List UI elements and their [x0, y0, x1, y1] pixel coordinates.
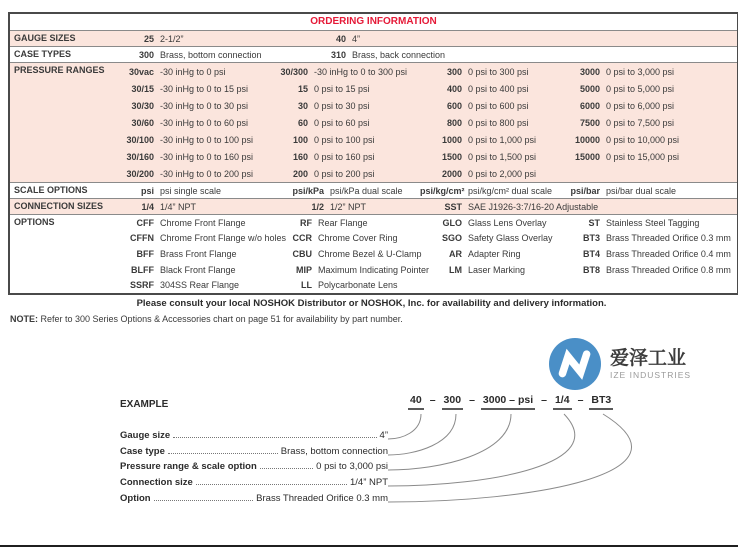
option-code: 7500 [579, 117, 600, 128]
page-bottom-rule [0, 545, 738, 547]
option-code: psi/kPa [292, 185, 324, 196]
option-desc: 0 psi to 800 psi [468, 117, 529, 128]
example-row [120, 477, 388, 493]
option-desc: Black Front Flange [160, 264, 236, 275]
example-row-value: 4” [379, 430, 388, 441]
part-number-segment: 40 [408, 394, 424, 410]
connector-curve [388, 414, 421, 439]
option-code: 30/200 [126, 168, 154, 179]
option-desc: Maximum Indicating Pointer [318, 264, 430, 275]
option-desc: Chrome Front Flange w/o holes [160, 233, 287, 244]
option-desc: 0 psi to 400 psi [468, 83, 529, 94]
option-desc: 0 psi to 300 psi [468, 66, 529, 77]
option-code: BLFF [131, 264, 154, 275]
option-code: psi/bar [570, 185, 600, 196]
option-code: 30/15 [131, 83, 154, 94]
connector-curve [388, 414, 456, 455]
option-desc: Stainless Steel Tagging [606, 217, 700, 228]
option-desc: 0 psi to 10,000 psi [606, 134, 680, 145]
example-row-value: Brass, bottom connection [280, 445, 388, 457]
option-code: 30/300 [280, 66, 308, 77]
option-desc: 0 psi to 160 psi [314, 151, 375, 162]
option-desc: 304SS Rear Flange [160, 280, 240, 291]
section-label: PRESSURE RANGES [14, 65, 105, 75]
option-desc: -30 inHg to 0 to 200 psi [160, 168, 254, 179]
option-desc: 2-1/2” [160, 33, 184, 44]
option-code: BT3 [582, 233, 600, 244]
footnote-prefix: NOTE: [10, 314, 38, 324]
section-label: CASE TYPES [14, 49, 72, 59]
option-code: SSRF [129, 280, 154, 291]
spec-row [110, 63, 737, 80]
dot-leader [173, 437, 376, 438]
option-desc: Adapter Ring [468, 248, 521, 259]
option-desc: Polycarbonate Lens [318, 280, 398, 291]
option-desc: -30 inHg to 0 to 60 psi [160, 117, 249, 128]
option-code: 600 [446, 100, 462, 111]
option-code: 6000 [579, 100, 600, 111]
spec-row [110, 183, 737, 198]
dot-leader [196, 484, 347, 485]
part-number-segment: 3000 – psi [481, 394, 535, 410]
option-desc: 0 psi to 15 psi [314, 83, 370, 94]
section-rows [110, 183, 737, 198]
option-code: GLO [442, 217, 462, 228]
option-desc: -30 inHg to 0 to 30 psi [160, 100, 249, 111]
spec-row [110, 80, 737, 97]
option-desc: SAE J1926-3:7/16-20 Adjustable [468, 201, 599, 212]
example-breakdown [120, 430, 388, 508]
option-code: 30/160 [126, 151, 154, 162]
option-desc: 1/4” NPT [160, 201, 197, 212]
option-desc: 0 psi to 200 psi [314, 168, 375, 179]
option-code: 200 [292, 168, 308, 179]
spec-row [110, 231, 737, 247]
option-code: 10000 [574, 134, 600, 145]
option-desc: Chrome Cover Ring [318, 233, 398, 244]
option-code: 5000 [579, 83, 600, 94]
section-label: GAUGE SIZES [14, 33, 76, 43]
example-row [120, 461, 388, 477]
option-code: LM [449, 264, 462, 275]
option-desc: Brass Front Flange [160, 248, 237, 259]
option-desc: psi/kg/cm² dual scale [468, 185, 553, 196]
part-number-segment: BT3 [589, 394, 613, 410]
example-row [120, 430, 388, 446]
option-code: BFF [136, 248, 154, 259]
example-row [120, 493, 388, 509]
option-code: RF [300, 217, 312, 228]
example-row [120, 446, 388, 462]
option-code: psi/kg/cm² [420, 185, 465, 196]
part-number-segment: 1/4 [553, 394, 572, 410]
option-desc: Chrome Front Flange [160, 217, 246, 228]
option-code: 300 [138, 49, 154, 60]
part-number-separator: – [541, 394, 547, 406]
option-desc: Glass Lens Overlay [468, 217, 547, 228]
spec-row [110, 199, 737, 214]
option-desc: Brass Threaded Orifice 0.3 mm [606, 233, 731, 244]
option-code: 30vac [128, 66, 154, 77]
example-row-value: Brass Threaded Orifice 0.3 mm [256, 492, 388, 504]
option-desc: 0 psi to 6,000 psi [606, 100, 675, 111]
option-code: psi [140, 185, 154, 196]
option-code: 300 [446, 66, 462, 77]
spec-row [110, 131, 737, 148]
option-desc: 0 psi to 15,000 psi [606, 151, 680, 162]
option-code: 160 [292, 151, 308, 162]
section-rows [110, 199, 737, 214]
ize-logo-icon [548, 337, 602, 391]
ordering-table-sections [10, 30, 737, 293]
option-code: 30 [297, 100, 308, 111]
option-desc: 0 psi to 3,000 psi [606, 66, 675, 77]
option-desc: Chrome Bezel & U-Clamp [318, 248, 422, 259]
section-scale-options [10, 182, 737, 198]
option-code: 100 [292, 134, 308, 145]
option-code: 60 [297, 117, 308, 128]
section-case-types [10, 46, 737, 62]
option-code: 40 [335, 33, 346, 44]
spec-row [110, 31, 737, 46]
option-desc: Laser Marking [468, 264, 526, 275]
option-code: SST [444, 201, 462, 212]
option-code: 1/2 [311, 201, 324, 212]
option-code: 310 [330, 49, 346, 60]
spec-row [110, 277, 737, 293]
ize-logo [548, 337, 691, 391]
option-code: MIP [295, 264, 312, 275]
option-desc: 0 psi to 30 psi [314, 100, 370, 111]
connector-curve [388, 414, 632, 502]
option-desc: Safety Glass Overlay [468, 233, 553, 244]
section-rows [110, 63, 737, 182]
spec-row [110, 262, 737, 278]
dot-leader [168, 453, 278, 454]
option-code: 25 [143, 33, 154, 44]
option-code: 1000 [441, 134, 462, 145]
option-desc: 0 psi to 7,500 psi [606, 117, 675, 128]
ize-logo-en: IZE INDUSTRIES [610, 369, 692, 380]
option-code: CBU [292, 248, 312, 259]
option-code: CCR [292, 233, 312, 244]
example-row-label: Connection size [120, 477, 193, 489]
connector-curve [388, 414, 511, 470]
option-code: 30/60 [131, 117, 154, 128]
part-number-separator: – [429, 394, 436, 406]
spec-row [110, 148, 737, 165]
spec-row [110, 215, 737, 231]
option-desc: psi/bar dual scale [606, 185, 677, 196]
option-code: BT8 [582, 264, 600, 275]
option-code: SGO [441, 233, 462, 244]
example-row-value: 0 psi to 3,000 psi [316, 461, 388, 473]
option-desc: 0 psi to 5,000 psi [606, 83, 675, 94]
section-label: CONNECTION SIZES [14, 201, 104, 211]
option-desc: -30 inHg to 0 to 160 psi [160, 151, 254, 162]
option-code: BT4 [582, 248, 600, 259]
section-label: SCALE OPTIONS [14, 185, 88, 195]
ordering-table [8, 12, 738, 295]
option-desc: psi/kPa dual scale [330, 185, 403, 196]
option-desc: 0 psi to 100 psi [314, 134, 375, 145]
part-number-separator: – [469, 394, 475, 406]
dot-leader [260, 468, 313, 469]
option-desc: Brass Threaded Orifice 0.4 mm [606, 248, 731, 259]
example-row-label: Gauge size [120, 430, 171, 441]
option-code: 15000 [574, 151, 600, 162]
option-desc: 0 psi to 1,000 psi [468, 134, 537, 145]
option-desc: 0 psi to 2,000 psi [468, 168, 537, 179]
section-pressure-ranges [10, 62, 737, 182]
option-code: 800 [446, 117, 462, 128]
part-number-separator: – [577, 394, 584, 406]
option-desc: Brass Threaded Orifice 0.8 mm [606, 264, 731, 275]
spec-row [110, 246, 737, 262]
option-code: ST [588, 217, 600, 228]
ize-logo-cn: 爱泽工业 [610, 347, 687, 369]
option-code: 400 [446, 83, 462, 94]
spec-row [110, 97, 737, 114]
example-row-label: Option [120, 492, 151, 504]
part-number-segment: 300 [442, 394, 464, 410]
option-code: CFF [136, 217, 154, 228]
section-label: OPTIONS [14, 217, 55, 227]
option-desc: -30 inHg to 0 psi [160, 66, 226, 77]
option-desc: 0 psi to 1,500 psi [468, 151, 537, 162]
section-rows [110, 47, 737, 62]
option-code: CFFN [130, 233, 154, 244]
option-code: 1/4 [141, 201, 154, 212]
section-gauge-sizes [10, 30, 737, 46]
section-rows [110, 31, 737, 46]
ize-logo-text [610, 348, 691, 381]
option-desc: Rear Flange [318, 217, 368, 228]
example-heading: EXAMPLE [120, 399, 169, 410]
consult-note: Please consult your local NOSHOK Distributor or NOSHOK, Inc. for availability and delivery information. [136, 298, 607, 309]
option-desc: Brass, back connection [352, 49, 446, 60]
section-connection-sizes [10, 198, 737, 214]
footnote [10, 314, 403, 324]
option-desc: 0 psi to 600 psi [468, 100, 529, 111]
option-code: 3000 [579, 66, 600, 77]
option-desc: 0 psi to 60 psi [314, 117, 370, 128]
option-desc: 4” [352, 33, 361, 44]
option-code: 1500 [441, 151, 462, 162]
ordering-table-title: ORDERING INFORMATION [10, 14, 737, 30]
section-options [10, 214, 737, 293]
option-code: 30/30 [131, 100, 154, 111]
option-desc: 1/2” NPT [330, 201, 367, 212]
option-code: AR [449, 248, 462, 259]
option-desc: -30 inHg to 0 to 300 psi [314, 66, 408, 77]
footnote-text: Refer to 300 Series Options & Accessories chart on page 51 for availability by part number. [40, 314, 403, 324]
connector-curve [388, 414, 575, 486]
example-row-value: 1/4” NPT [349, 477, 388, 489]
option-code: 2000 [441, 168, 462, 179]
example-connector-curves [380, 392, 738, 544]
option-code: 15 [297, 83, 308, 94]
example-row-label: Case type [120, 445, 165, 457]
option-desc: Brass, bottom connection [160, 49, 262, 60]
option-code: 30/100 [126, 134, 154, 145]
option-code: LL [301, 280, 312, 291]
section-rows [110, 215, 737, 293]
option-desc: -30 inHg to 0 to 100 psi [160, 134, 254, 145]
option-desc: -30 inHg to 0 to 15 psi [160, 83, 249, 94]
spec-row [110, 165, 737, 182]
option-desc: psi single scale [160, 185, 222, 196]
spec-row [110, 114, 737, 131]
spec-row [110, 47, 737, 62]
example-row-label: Pressure range & scale option [120, 461, 257, 473]
dot-leader [154, 500, 254, 501]
